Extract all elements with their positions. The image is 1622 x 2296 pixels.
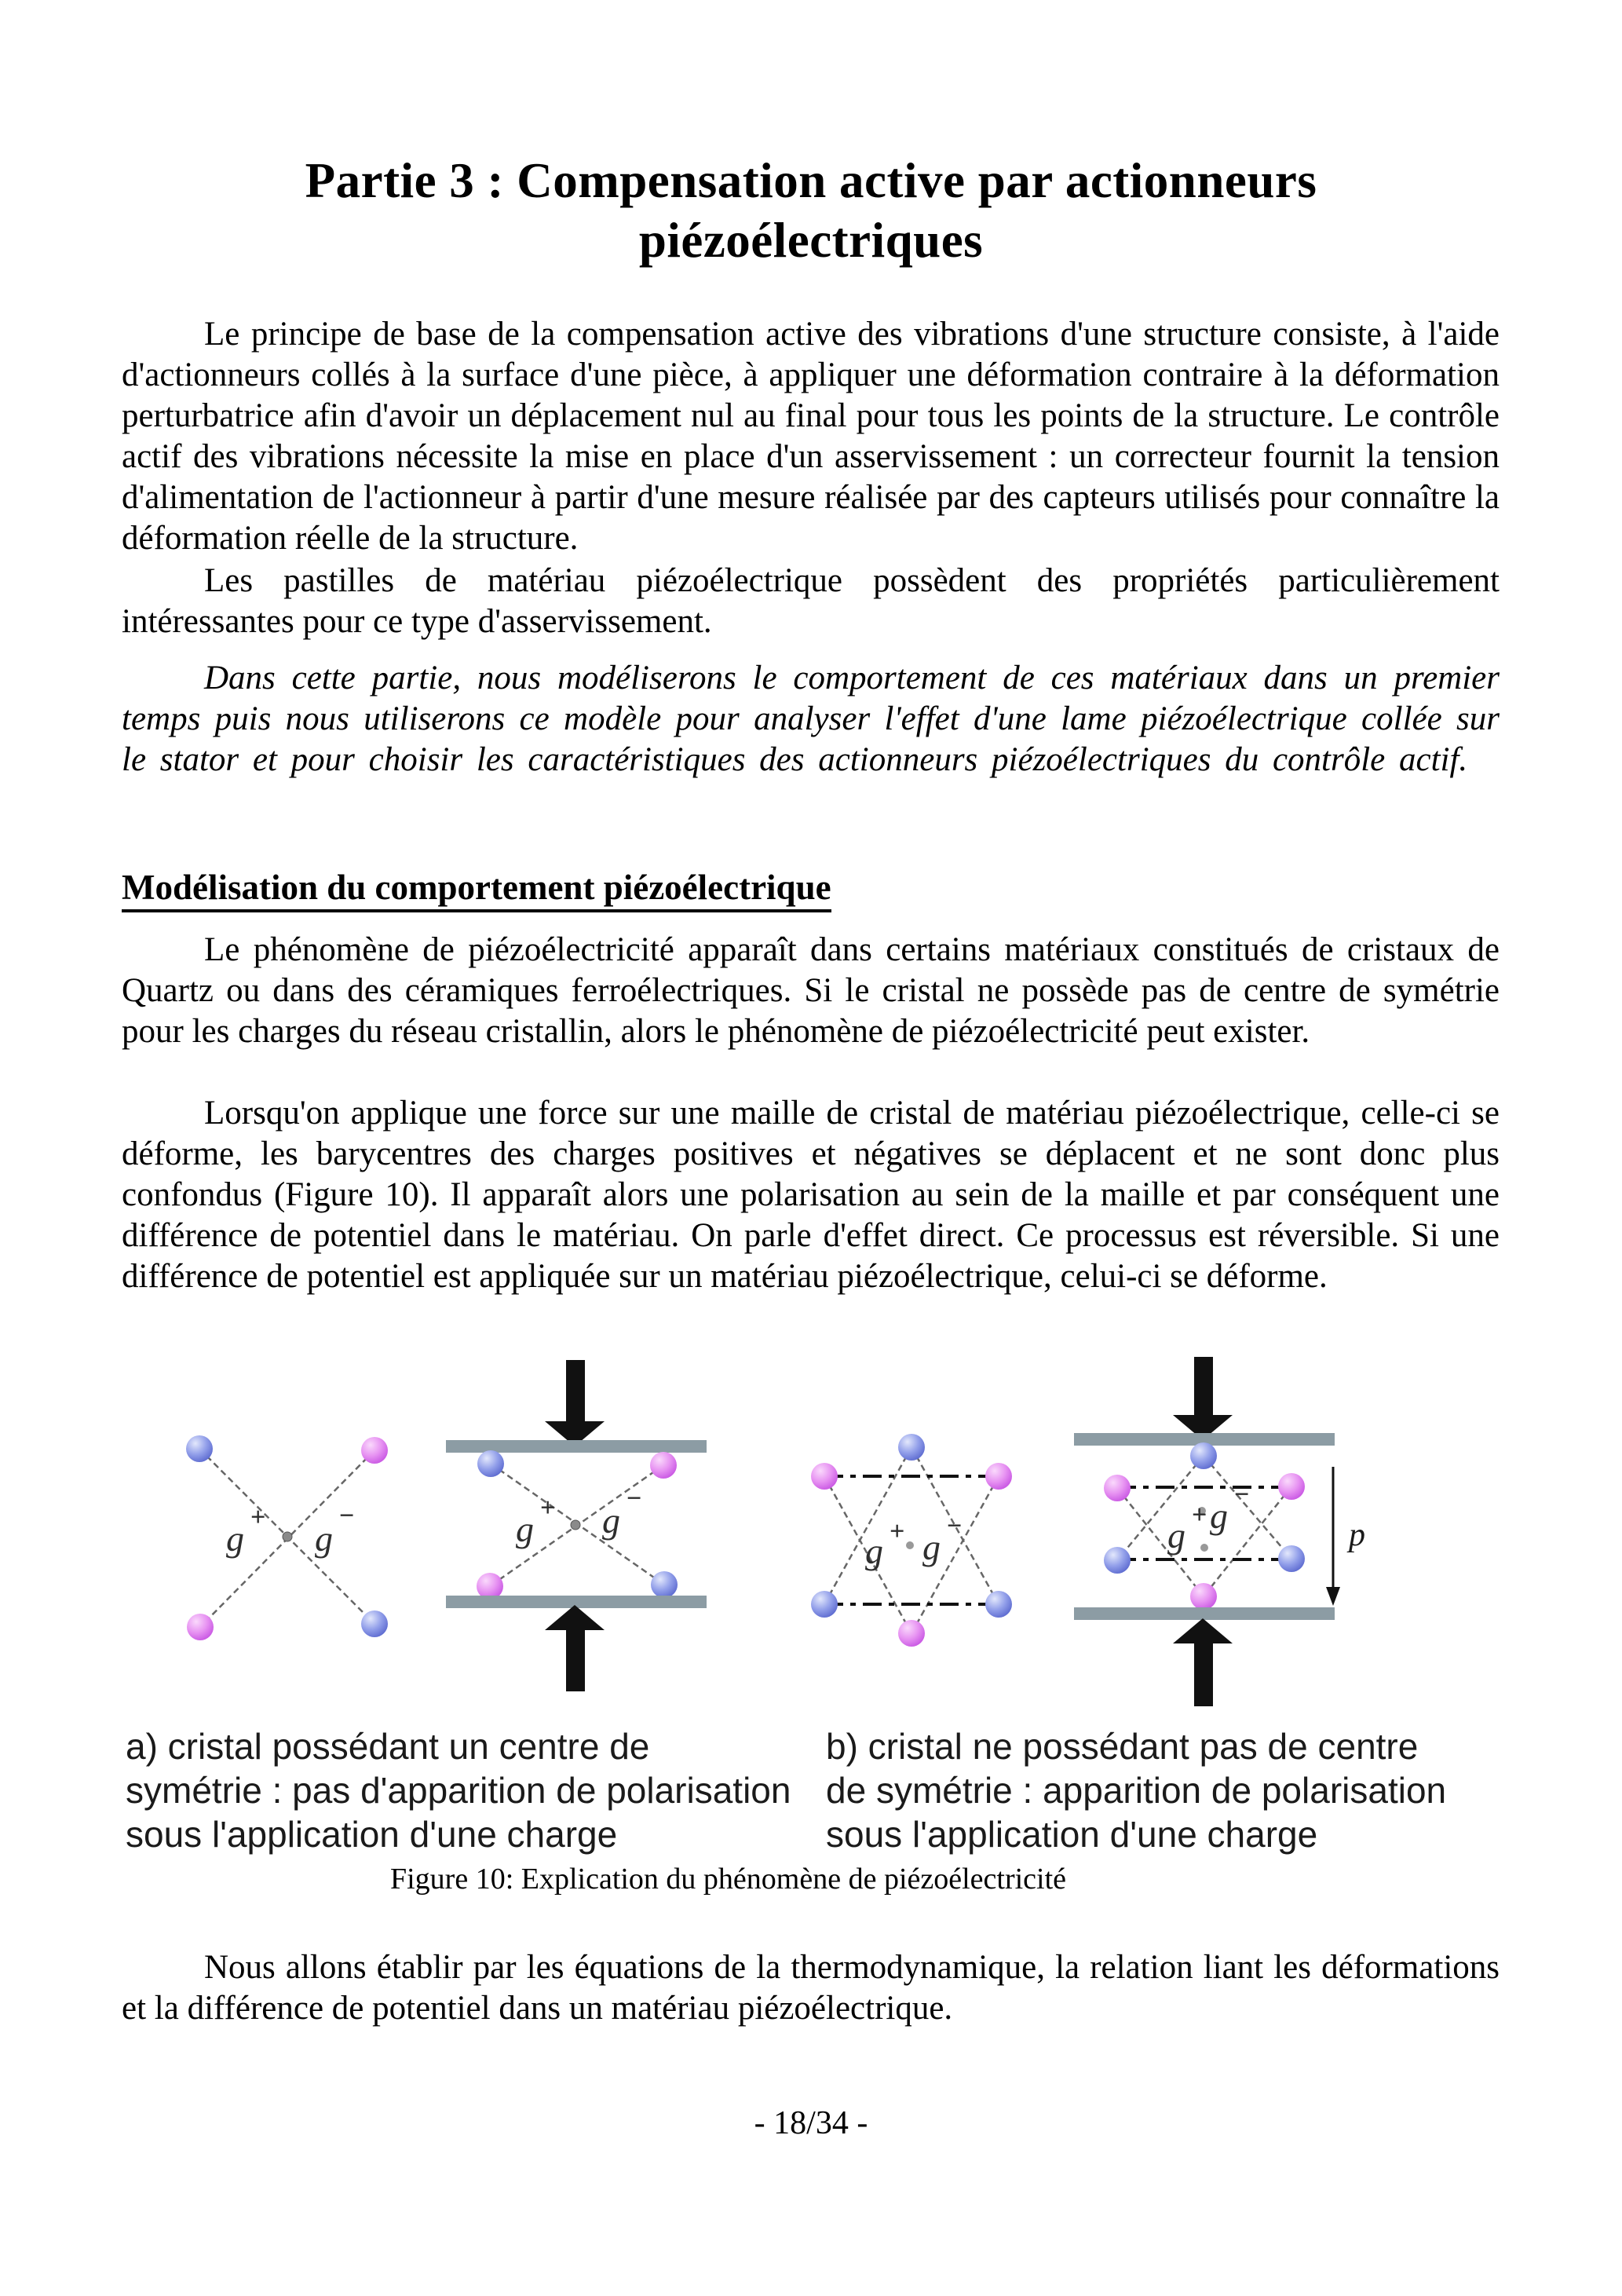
plus-sign: + [250, 1503, 266, 1532]
electrode-plate-top [446, 1440, 707, 1453]
minus-sign: − [339, 1501, 355, 1530]
barycenter-dot [571, 1520, 580, 1530]
p-label: p [1349, 1517, 1365, 1553]
barycenter-dot [1200, 1544, 1208, 1552]
electrode-plate-bottom [1074, 1607, 1335, 1620]
pink-ion-ball [811, 1463, 838, 1490]
minus-sign: − [947, 1512, 963, 1541]
crystal-non-centrosymmetric-diagram [811, 1434, 1012, 1647]
crystal-centrosymmetric-diagram [186, 1435, 388, 1640]
figure-10-caption: Figure 10: Explication du phénomène de piézoélectricité [389, 1863, 1067, 1896]
pink-ion-ball [477, 1573, 503, 1600]
intro-paragraph-2: Les pastilles de matériau piézoélectrique possèdent des propriétés particulièrement intéressantes pour ce type d'asservissement. [122, 562, 1500, 640]
pink-ion-ball [1278, 1473, 1305, 1500]
intro-paragraph-3-italic: Dans cette partie, nous modéliserons le comportement de ces matériaux dans un premier temps puis nous utiliserons ce modèle pour analyser l'effet d'une lame piézoélectrique collée sur le stator et pour choisir les caractéristiques des actionneurs piézoélectriques du contrôle actif. [122, 660, 1500, 778]
blue-ion-ball [985, 1591, 1012, 1618]
g-plus-label: g [516, 1509, 534, 1549]
g-plus-label: g [1167, 1515, 1185, 1556]
intro-paragraph-1: Le principe de base de la compensation active des vibrations d'une structure consiste, à l'aide d'actionneurs collés à la surface d'une pièce, à appliquer une déformation contraire à la déformation perturbatrice afin d'avoir un déplacement nul au final pour tous les points de la structure. Le contrôle actif des vibrations nécessite la mise en place d'un asservissement : un correcteur fournit la tension d'alimentation de l'actionneur à partir d'une mesure réalisée par des capteurs utilisés pour connaître la déformation réelle de la structure. [122, 316, 1500, 557]
blue-ion-ball [651, 1571, 678, 1598]
blue-ion-ball [1190, 1442, 1217, 1469]
page-title-line1: Partie 3 : Compensation active par actionneurs [305, 153, 1317, 208]
figure-caption-a-line1: a) cristal possédant un centre de [126, 1726, 650, 1767]
page-title-line2: piézoélectriques [638, 213, 984, 268]
figure-caption-b-line3: sous l'application d'une charge [826, 1814, 1318, 1855]
minus-sign: − [627, 1484, 642, 1513]
pink-ion-ball [187, 1614, 214, 1640]
g-plus-label: g [865, 1531, 883, 1571]
pink-ion-ball [650, 1452, 677, 1479]
force-arrow-up-head [1173, 1618, 1233, 1643]
figure-caption-a-line2: symétrie : pas d'apparition de polarisation [126, 1770, 791, 1811]
bond-dashed-line [1117, 1488, 1204, 1596]
figure-caption-b-line2: de symétrie : apparition de polarisation [826, 1770, 1447, 1811]
pink-ion-ball [898, 1620, 925, 1647]
blue-ion-ball [361, 1610, 388, 1637]
plus-sign: + [890, 1517, 905, 1546]
bond-dashed-line [1117, 1456, 1204, 1560]
section-paragraph-1: Le phénomène de piézoélectricité apparaît dans certains matériaux constitués de cristaux de Quartz ou dans des céramiques ferroélectriques. Si le cristal ne possède pas de centre de symétrie pour les charges du réseau cristallin, alors le phénomène de piézoélectricité peut exister. [122, 931, 1500, 1050]
plus-sign: + [1192, 1501, 1207, 1530]
force-arrow-down-icon [1194, 1357, 1213, 1415]
blue-ion-ball [1278, 1545, 1305, 1572]
page-number: - 18/34 - [754, 2105, 868, 2141]
barycenter-dot [906, 1541, 914, 1549]
g-minus-label: g [315, 1519, 333, 1559]
piezoelectricity-figure [122, 1357, 1500, 1718]
force-arrow-up-icon [1194, 1643, 1213, 1706]
pink-ion-ball [1190, 1583, 1217, 1610]
pink-ion-ball [361, 1437, 388, 1464]
electrode-plate-bottom [446, 1596, 707, 1608]
section-paragraph-2: Lorsqu'on applique une force sur une maille de cristal de matériau piézoélectrique, celle-ci se déforme, les barycentres des charges positives et négatives se déplacent et ne sont donc plus confondus (Figure 10). Il apparaît alors une polarisation au sein de la maille et par conséquent une différence de potentiel dans le matériau. On parle d'effet direct. Ce processus est réversible. Si une différence de potentiel est appliquée sur un matériau piézoélectrique, celui-ci se déforme. [122, 1095, 1500, 1295]
blue-ion-ball [477, 1450, 504, 1477]
page-title [0, 151, 1622, 270]
minus-sign: − [1234, 1480, 1250, 1509]
blue-ion-ball [1104, 1547, 1131, 1574]
plus-sign: + [540, 1493, 556, 1523]
g-minus-label: g [602, 1501, 620, 1541]
crystal-non-centrosymmetric-compressed-diagram [1074, 1357, 1365, 1706]
force-arrow-up-head [545, 1605, 605, 1630]
figure-caption-b [826, 1724, 1501, 1856]
section-heading: Modélisation du comportement piézoélectrique [122, 867, 1500, 908]
figure-caption-b-line1: b) cristal ne possédant pas de centre [826, 1726, 1419, 1767]
crystal-centrosymmetric-compressed-diagram [446, 1360, 707, 1691]
g-minus-label: g [1210, 1496, 1228, 1536]
closing-paragraph: Nous allons établir par les équations de la thermodynamique, la relation liant les déformations et la différence de potentiel dans un matériau piézoélectrique. [122, 1949, 1500, 2027]
figure-caption-a [126, 1724, 879, 1856]
polarization-arrow-head [1326, 1587, 1340, 1606]
blue-ion-ball [186, 1435, 213, 1462]
figure-10 [122, 1357, 1500, 1718]
blue-ion-ball [898, 1434, 925, 1461]
barycenter-dot [283, 1532, 292, 1541]
figure-caption-a-line3: sous l'application d'une charge [126, 1814, 618, 1855]
pink-ion-ball [985, 1463, 1012, 1490]
blue-ion-ball [811, 1591, 838, 1618]
force-arrow-down-icon [566, 1360, 585, 1421]
g-minus-label: g [922, 1527, 941, 1567]
force-arrow-up-icon [566, 1630, 585, 1691]
pink-ion-ball [1104, 1475, 1131, 1501]
g-plus-label: g [226, 1519, 244, 1559]
